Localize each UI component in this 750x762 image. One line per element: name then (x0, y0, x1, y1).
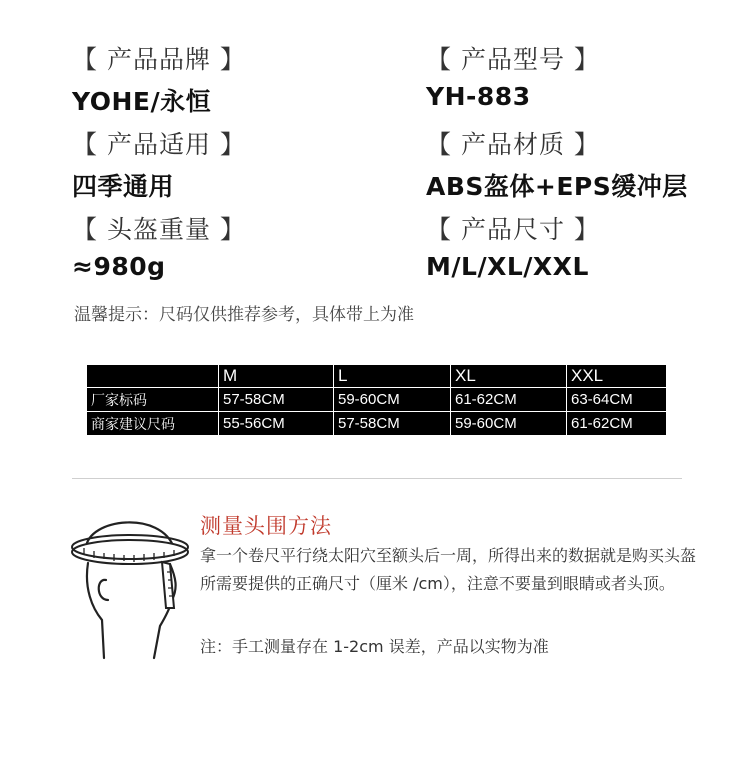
table-cell: 57-58CM (219, 388, 334, 412)
table-header-row (87, 365, 667, 388)
table-cell: 厂家标码 (87, 388, 219, 412)
spec-brand (72, 40, 246, 118)
spec-season-label: 【 产品适用 】 (72, 130, 246, 159)
table-cell: 商家建议尺码 (87, 412, 219, 436)
spec-material-value: ABS盔体+EPS缓冲层 (426, 172, 688, 201)
table-cell: 63-64CM (567, 388, 667, 412)
table-cell: 61-62CM (567, 412, 667, 436)
measure-note: 注：手工测量存在 1-2cm 误差，产品以实物为准 (200, 637, 549, 656)
spec-model (426, 40, 600, 111)
spec-material-label: 【 产品材质 】 (426, 130, 600, 159)
table-header-cell: XXL (567, 365, 667, 388)
table-cell: 61-62CM (451, 388, 567, 412)
spec-model-label: 【 产品型号 】 (426, 45, 600, 74)
spec-brand-value: YOHE/永恒 (72, 87, 212, 116)
spec-model-value: YH-883 (426, 82, 531, 111)
size-table (86, 364, 667, 436)
spec-weight-label: 【 头盔重量 】 (72, 215, 246, 244)
table-cell: 59-60CM (451, 412, 567, 436)
table-header-cell: L (334, 365, 451, 388)
spec-season-value: 四季通用 (72, 172, 175, 201)
head-with-tape-measure-icon (66, 508, 196, 672)
table-header-cell (87, 365, 219, 388)
spec-size-label: 【 产品尺寸 】 (426, 215, 600, 244)
table-cell: 57-58CM (334, 412, 451, 436)
spec-weight-value: ≈980g (72, 252, 166, 281)
table-row (87, 412, 667, 436)
table-cell: 55-56CM (219, 412, 334, 436)
section-divider (72, 478, 682, 479)
spec-brand-label: 【 产品品牌 】 (72, 45, 246, 74)
measure-instructions: 拿一个卷尺平行绕太阳穴至额头后一周，所得出来的数据就是购买头盔所需要提供的正确尺寸（厘米 /cm），注意不要量到眼睛或者头顶。 (200, 546, 697, 593)
table-cell: 59-60CM (334, 388, 451, 412)
spec-size-value: M/L/XL/XXL (426, 252, 589, 281)
spec-weight (72, 210, 246, 281)
measure-title: 测量头围方法 (200, 514, 332, 538)
table-header-cell: XL (451, 365, 567, 388)
spec-material (426, 125, 688, 203)
size-hint: 温馨提示：尺码仅供推荐参考，具体带上为准 (74, 305, 414, 325)
table-row (87, 388, 667, 412)
spec-size (426, 210, 600, 281)
table-header-cell: M (219, 365, 334, 388)
spec-season (72, 125, 246, 203)
